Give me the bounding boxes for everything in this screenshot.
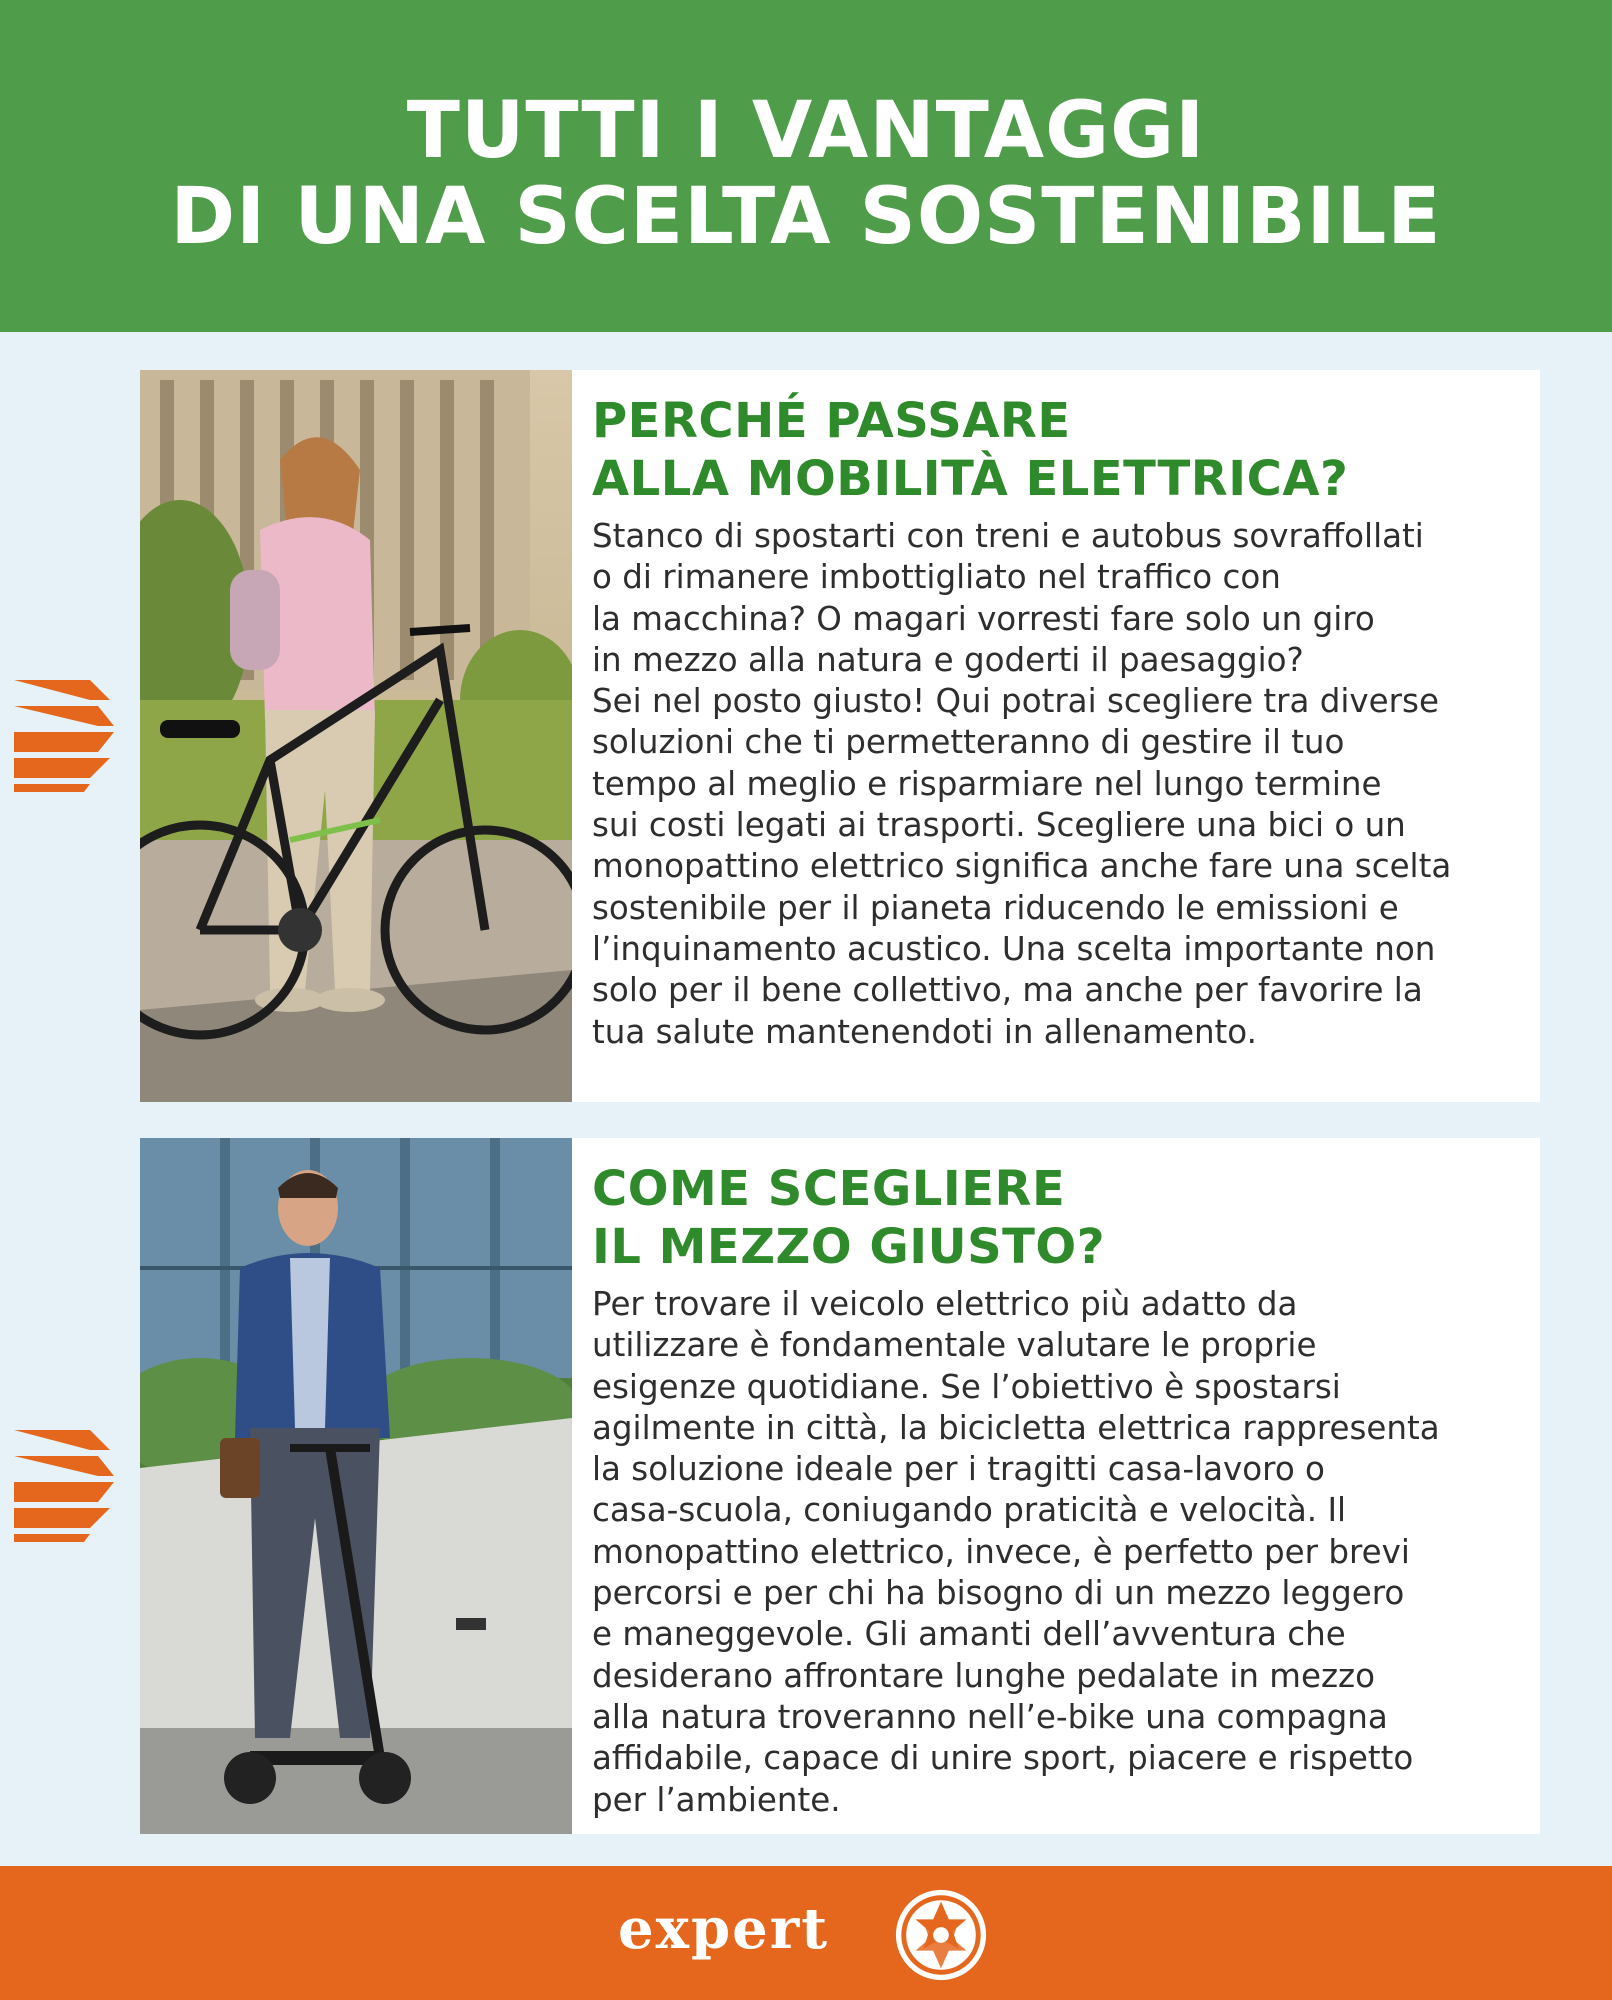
- section-body-text: Stanco di spostarti con treni e autobus sovraffollati o di rimanere imbottigliato nel traffico con la macchina? O magari vorresti fare solo un giro in mezzo alla natura e goderti il paesaggio? Sei nel posto giusto! Qui potrai scegliere tra diverse soluzioni che ti permetteranno di gestire il tuo tempo al meglio e risparmiare nel lungo termine sui costi legati ai trasporti. Scegliere una bici o un monopattino elettrico significa anche fare una scelta sostenibile per il pianeta riducendo le emissioni e l’inquinamento acustico. Una scelta importante non solo per il bene collettivo, ma anche per favorire la tua salute mantenendoti in allenamento.: [592, 517, 1452, 1051]
- section-title: [592, 392, 1512, 508]
- header-banner: [0, 0, 1612, 332]
- footer-bar: [0, 1866, 1612, 2000]
- section-content: [592, 1160, 1512, 1821]
- section-content: [592, 392, 1512, 1053]
- page-title: [0, 88, 1612, 260]
- page-title-line-1: TUTTI I VANTAGGI: [406, 86, 1206, 176]
- section-card-electric-mobility: [140, 370, 1540, 1102]
- section-title-line-2: IL MEZZO GIUSTO?: [592, 1219, 1106, 1275]
- section-title-line-1: COME SCEGLIERE: [592, 1161, 1066, 1217]
- section-body-text: Per trovare il veicolo elettrico più adatto da utilizzare è fondamentale valutare le proprie esigenze quotidiane. Se l’obiettivo è spostarsi agilmente in città, la bicicletta elettrica rappresenta la soluzione ideale per i tragitti casa-lavoro o casa-scuola, coniugando praticità e velocità. Il monopattino elettrico, invece, è perfetto per brevi percorsi e per chi ha bisogno di un mezzo leggero e maneggevole. Gli amanti dell’avventura che desiderano affrontare lunghe pedalate in mezzo alla natura troveranno nell’e-bike una compagna affidabile, capace di unire sport, piacere e rispetto per l’ambiente.: [592, 1285, 1440, 1819]
- section-title: [592, 1160, 1512, 1276]
- section-title-line-1: PERCHÉ PASSARE: [592, 393, 1071, 449]
- page-title-line-2: DI UNA SCELTA SOSTENIBILE: [170, 172, 1442, 262]
- woman-with-ebike-photo: [140, 370, 572, 1102]
- section-card-choose-vehicle: [140, 1138, 1540, 1834]
- orange-chevrons-icon: [14, 1430, 114, 1542]
- man-on-scooter-photo: [140, 1138, 572, 1834]
- expert-star-logo-icon: [892, 1886, 990, 1984]
- orange-chevrons-icon: [14, 680, 114, 792]
- brand-wordmark: expert: [618, 1896, 830, 1962]
- section-title-line-2: ALLA MOBILITÀ ELETTRICA?: [592, 451, 1349, 507]
